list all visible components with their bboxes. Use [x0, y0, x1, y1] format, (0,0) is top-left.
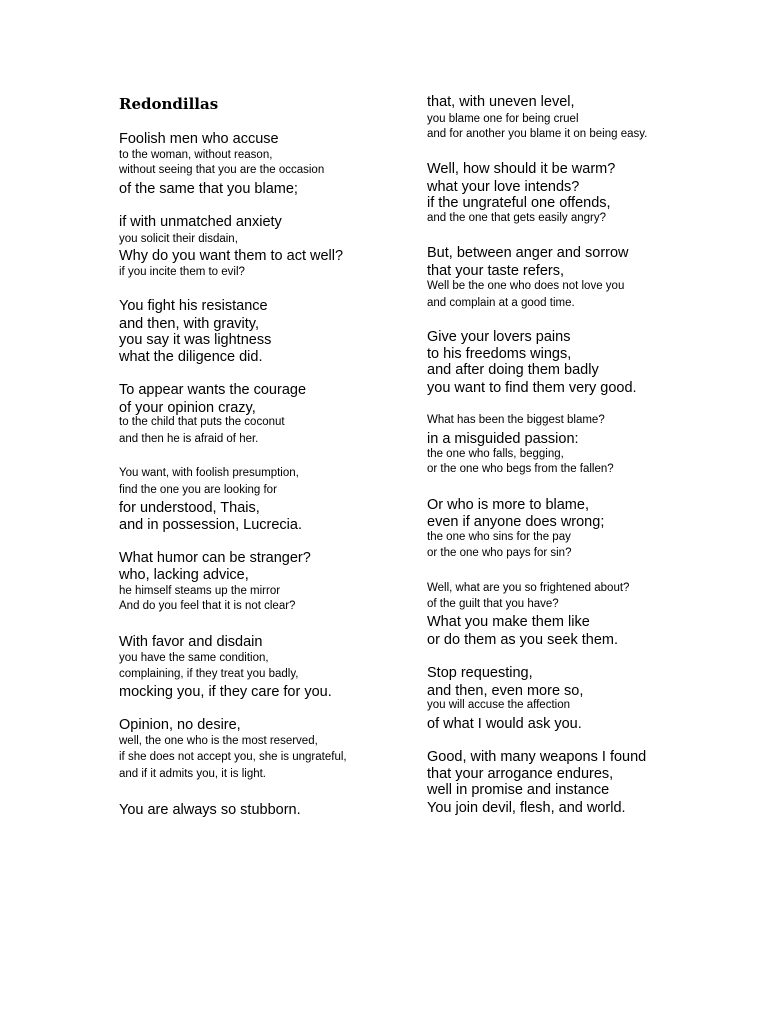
- poem-line: of the same that you blame;: [119, 181, 298, 197]
- poem-line: and after doing them badly: [427, 362, 599, 378]
- poem-line: or do them as you seek them.: [427, 632, 619, 648]
- poem-line: in a misguided passion:: [427, 431, 579, 447]
- poem-line: and for another you blame it on being easy.: [427, 128, 648, 140]
- poem-line: Or who is more to blame,: [427, 497, 589, 513]
- poem-line: Why do you want them to act well?: [119, 248, 344, 264]
- poem-line: you want to find them very good.: [427, 380, 637, 396]
- poem-line: Good, with many weapons I found: [427, 749, 647, 765]
- poem-line: if you incite them to evil?: [119, 266, 245, 278]
- poem-line: With favor and disdain: [119, 634, 263, 650]
- poem-line: and the one that gets easily angry?: [427, 212, 607, 224]
- poem-line: who, lacking advice,: [119, 567, 249, 583]
- poem-line: You join devil, flesh, and world.: [427, 800, 626, 816]
- poem-line: Foolish men who accuse: [119, 131, 279, 147]
- poem-line: to the child that puts the coconut: [119, 416, 285, 428]
- poem-line: and then, with gravity,: [119, 316, 259, 332]
- poem-line: of your opinion crazy,: [119, 400, 256, 416]
- poem-line: if with unmatched anxiety: [119, 214, 282, 230]
- poem-line: You fight his resistance: [119, 298, 268, 314]
- poem-line: You want, with foolish presumption,: [119, 467, 299, 479]
- poem-line: what your love intends?: [427, 179, 580, 195]
- poem-line: Well be the one who does not love you: [427, 280, 625, 292]
- poem-line: and in possession, Lucrecia.: [119, 517, 302, 533]
- poem-line: without seeing that you are the occasion: [119, 164, 325, 176]
- poem-line: you have the same condition,: [119, 652, 269, 664]
- poem-line: Stop requesting,: [427, 665, 533, 681]
- poem-line: and if it admits you, it is light.: [119, 768, 267, 780]
- poem-line: that your taste refers,: [427, 263, 565, 279]
- poem-line: if she does not accept you, she is ungrateful,: [119, 751, 347, 763]
- poem-line: well in promise and instance: [427, 782, 610, 798]
- poem-line: even if anyone does wrong;: [427, 514, 605, 530]
- poem-line: to his freedoms wings,: [427, 346, 572, 362]
- poem-line: and then, even more so,: [427, 683, 584, 699]
- poem-line: Well, how should it be warm?: [427, 161, 616, 177]
- poem-line: Opinion, no desire,: [119, 717, 241, 733]
- poem-line: you solicit their disdain,: [119, 233, 238, 245]
- poem-line: of the guilt that you have?: [427, 598, 559, 610]
- poem-line: you blame one for being cruel: [427, 113, 579, 125]
- poem-line: But, between anger and sorrow: [427, 245, 629, 261]
- poem-line: Give your lovers pains: [427, 329, 571, 345]
- poem-line: What has been the biggest blame?: [427, 414, 605, 426]
- poem-line: well, the one who is the most reserved,: [119, 735, 318, 747]
- poem-line: or the one who begs from the fallen?: [427, 463, 614, 475]
- poem-line: and complain at a good time.: [427, 297, 575, 309]
- poem-line: and then he is afraid of her.: [119, 433, 259, 445]
- poem-line: he himself steams up the mirror: [119, 585, 281, 597]
- poem-line: you say it was lightness: [119, 332, 272, 348]
- poem-line: the one who falls, begging,: [427, 448, 564, 460]
- poem-line: or the one who pays for sin?: [427, 547, 572, 559]
- poem-line: what the diligence did.: [119, 349, 263, 365]
- poem-line: complaining, if they treat you badly,: [119, 668, 299, 680]
- poem-line: of what I would ask you.: [427, 716, 582, 732]
- poem-title: Redondillas: [119, 95, 219, 113]
- poem-line: that, with uneven level,: [427, 94, 575, 110]
- poem-line: mocking you, if they care for you.: [119, 684, 332, 700]
- poem-line: You are always so stubborn.: [119, 802, 301, 818]
- poem-line: you will accuse the affection: [427, 699, 570, 711]
- poem-line: that your arrogance endures,: [427, 766, 614, 782]
- poem-line: for understood, Thais,: [119, 500, 260, 516]
- poem-line: if the ungrateful one offends,: [427, 195, 611, 211]
- poem-line: What humor can be stranger?: [119, 550, 311, 566]
- poem-line: And do you feel that it is not clear?: [119, 600, 296, 612]
- poem-line: What you make them like: [427, 614, 590, 630]
- poem-line: To appear wants the courage: [119, 382, 307, 398]
- poem-line: to the woman, without reason,: [119, 149, 273, 161]
- poem-line: Well, what are you so frightened about?: [427, 582, 630, 594]
- poem-line: find the one you are looking for: [119, 484, 277, 496]
- poem-line: the one who sins for the pay: [427, 531, 571, 543]
